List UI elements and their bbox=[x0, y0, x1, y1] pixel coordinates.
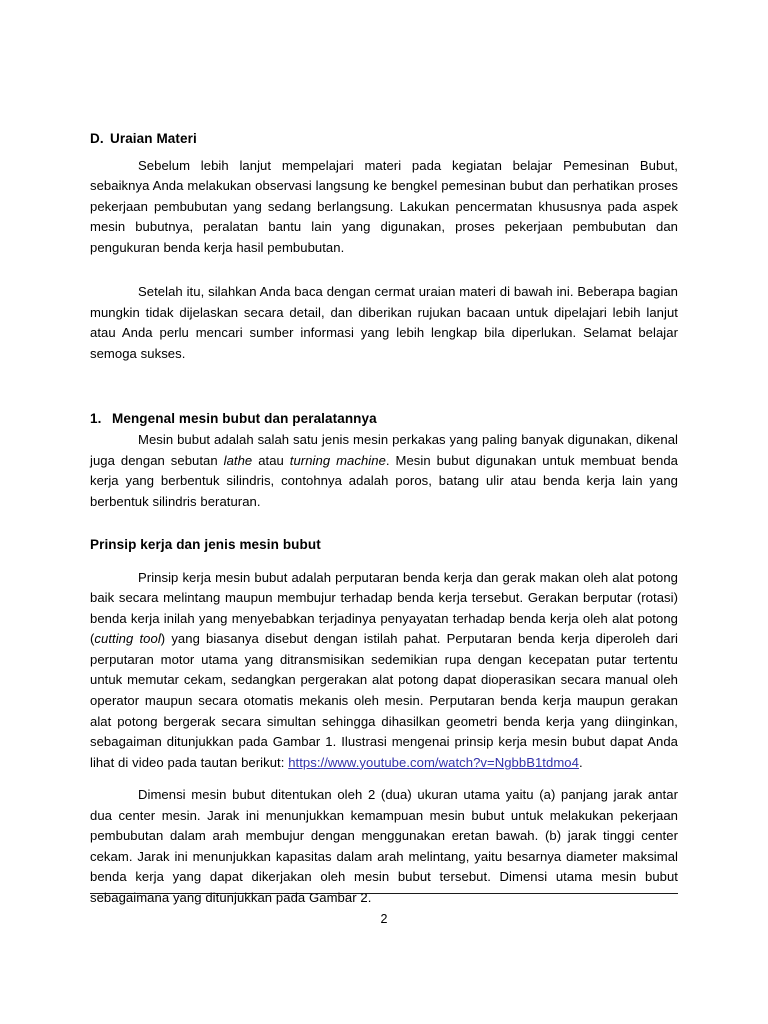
subsection-2-paragraph-1 bbox=[90, 568, 678, 773]
intro-paragraph-1: Sebelum lebih lanjut mempelajari materi pada kegiatan belajar Pemesinan Bubut, sebaiknya Anda melakukan observasi langsung ke bengkel pemesinan bubut dan perhatikan proses pekerjaan pembubutan yang sedang berlangsung. Lakukan pencermatan khususnya pada aspek mesin bubutnya, peralatan bantu lain yang digunakan, proses pekerjaan pembubutan dan pengukuran benda kerja hasil pembubutan. bbox=[90, 157, 678, 255]
paragraph-spacer-2 bbox=[90, 773, 678, 785]
footer-divider bbox=[90, 893, 678, 894]
subsection-2-text-part-3: . bbox=[578, 754, 583, 770]
subsection-2-paragraph-2: Dimensi mesin bubut ditentukan oleh 2 (dua) ukuran utama yaitu (a) panjang jarak antar dua center mesin. Jarak ini menunjukkan kemampuan mesin bubut untuk melakukan pekerjaan pembubutan dalam arah membujur dengan menggunakan eretan bawah. (b) jarak tinggi center cekam. Jarak ini menunjukkan kapasitas dalam arah melintang, yaitu besarnya diameter maksimal benda kerja yang dapat dikerjakan oleh mesin bubut tersebut. Dimensi utama mesin bubut sebagaimana yang ditunjukkan pada Gambar 2. bbox=[90, 787, 678, 905]
subsection-spacer bbox=[90, 512, 678, 536]
section-heading-title: Uraian Materi bbox=[110, 131, 197, 146]
paragraph-spacer bbox=[90, 258, 678, 282]
italic-term-turning-machine: turning machine bbox=[289, 452, 386, 468]
italic-term-cutting-tool: cutting tool bbox=[94, 631, 161, 647]
section-heading-marker: D. bbox=[90, 131, 104, 146]
page-number: 2 bbox=[380, 912, 388, 926]
subsection-1-text-part-3: . Mesin bubut digunakan untuk membuat benda kerja yang berbentuk silindris, contohnya adalah poros, batang ulir atau benda kerja lain yang berbentuk silindris beraturan. bbox=[90, 452, 678, 509]
subsection-1-text-part-2: atau bbox=[252, 452, 290, 468]
page-footer bbox=[90, 893, 678, 926]
subsection-heading-marker: 1. bbox=[90, 411, 102, 427]
subsection-2-text-part-2: ) yang biasanya disebut dengan istilah pahat. Perputaran benda kerja diperoleh dari perputaran motor utama yang ditransmisikan sedemikian rupa dengan kecepatan putar tertentu untuk memutar cekam, sedangkan pergerakan alat potong dapat dioperasikan secara manual oleh operator maupun secara otomatis mekanis oleh mesin. Perputaran benda kerja maupun gerakan alat potong bergerak secara simultan sehingga dihasilkan geometri benda kerja yang diinginkan, sebagaiman ditunjukkan pada Gambar 1. Ilustrasi mengenai prinsip kerja mesin bubut dapat Anda lihat di video pada tautan berikut: bbox=[90, 631, 678, 770]
subsection-heading-title: Mengenal mesin bubut dan peralatannya bbox=[112, 411, 377, 427]
subsection-heading-mengenal-mesin-bubut bbox=[90, 410, 678, 428]
subsection-2-text-part-1: Prinsip kerja mesin bubut adalah perputaran benda kerja dan gerak makan oleh alat potong baik secara melintang maupun membujur terhadap benda kerja tersebut. Gerakan berputar (rotasi) benda kerja inilah yang menyebabkan terjadinya penyayatan terhadap benda kerja oleh alat potong ( bbox=[90, 569, 678, 647]
section-spacer bbox=[90, 364, 678, 410]
page-content bbox=[90, 130, 678, 909]
section-heading-uraian-materi bbox=[90, 130, 678, 148]
intro-paragraph-2: Setelah itu, silahkan Anda baca dengan cermat uraian materi di bawah ini. Beberapa bagian mungkin tidak dijelaskan secara detail, dan diberikan rujukan bacaan untuk dipelajari lebih lanjut atau Anda perlu mencari sumber informasi yang lebih lengkap bila diperlukan. Selamat belajar semoga sukses. bbox=[90, 284, 678, 361]
subsection-1-paragraph bbox=[90, 430, 678, 512]
youtube-video-link[interactable]: https://www.youtube.com/watch?v=NgbbB1tdmo4 bbox=[288, 754, 579, 770]
subsection-heading-prinsip-kerja: Prinsip kerja dan jenis mesin bubut bbox=[90, 537, 321, 553]
subsection-1-text-part-1: Mesin bubut adalah salah satu jenis mesin perkakas yang paling banyak digunakan, dikenal juga dengan sebutan bbox=[90, 432, 678, 468]
italic-term-lathe: lathe bbox=[223, 452, 253, 468]
